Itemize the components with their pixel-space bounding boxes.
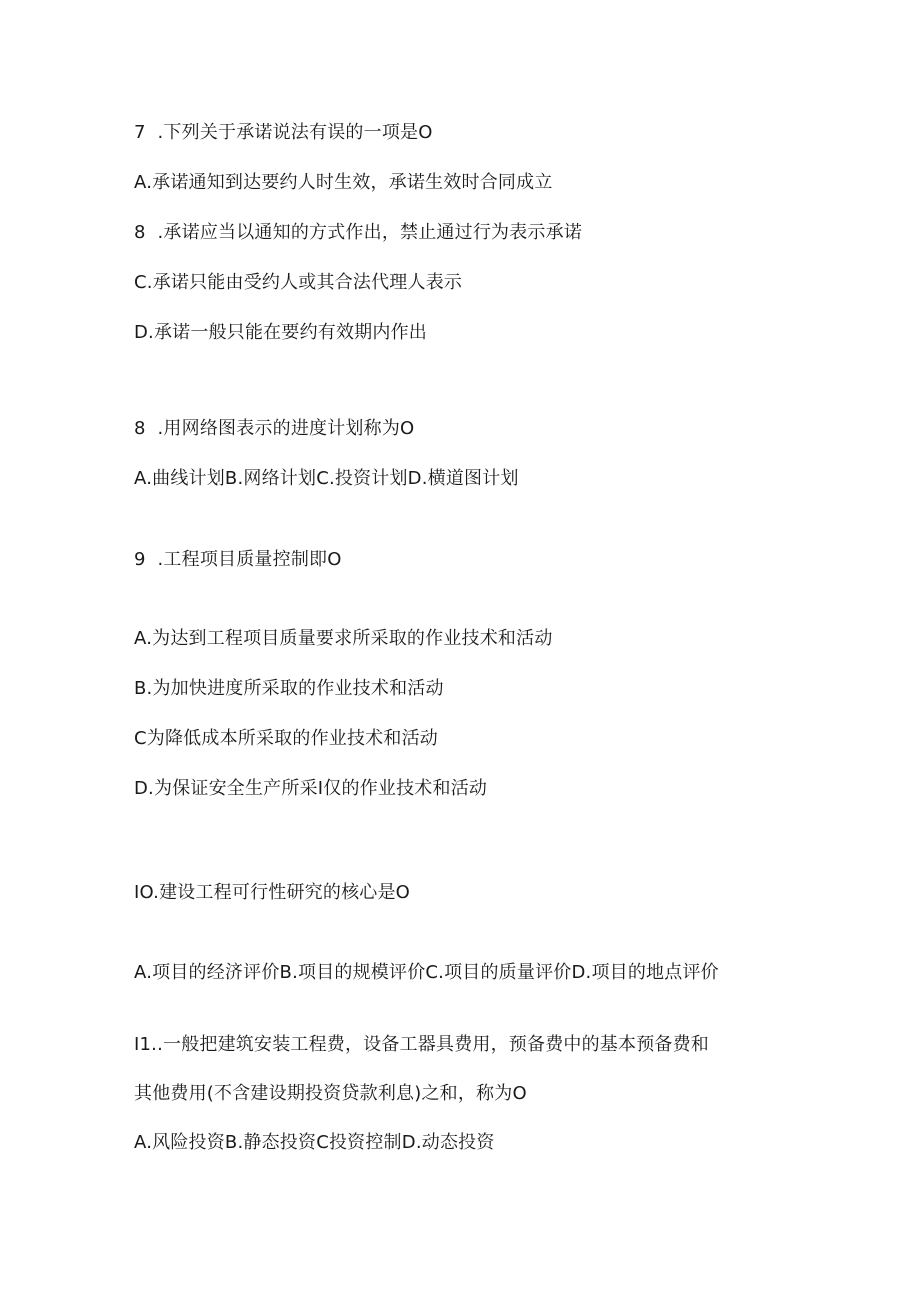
question-9-option-c: C为降低成本所采取的作业技术和活动 bbox=[134, 728, 438, 749]
question-9-option-a: A.为达到工程项目质量要求所采取的作业技术和活动 bbox=[134, 628, 553, 649]
question-11-stem-line-2: 其他费用(不含建设期投资贷款利息)之和，称为O bbox=[134, 1083, 527, 1104]
question-11-stem-line-1: I1..一般把建筑安装工程费，设备工器具费用，预备费中的基本预备费和 bbox=[134, 1034, 710, 1055]
question-11-options: A.风险投资B.静态投资C投资控制D.动态投资 bbox=[134, 1132, 495, 1153]
question-7-option-c: C.承诺只能由受约人或其合法代理人表示 bbox=[134, 272, 463, 293]
question-9-option-d: D.为保证安全生产所采I仅的作业技术和活动 bbox=[134, 778, 488, 799]
question-9-stem: 9 .工程项目质量控制即O bbox=[134, 549, 342, 570]
question-9-option-b: B.为加快进度所采取的作业技术和活动 bbox=[134, 678, 444, 699]
question-7-option-a: A.承诺通知到达要约人时生效，承诺生效时合同成立 bbox=[134, 172, 553, 193]
question-8-options: A.曲线计划B.网络计划C.投资计划D.横道图计划 bbox=[134, 468, 519, 489]
question-7-stem: 7 .下列关于承诺说法有误的一项是O bbox=[134, 122, 433, 143]
question-10-stem: IO.建设工程可行性研究的核心是O bbox=[134, 882, 411, 903]
question-10-options: A.项目的经济评价B.项目的规模评价C.项目的质量评价D.项目的地点评价 bbox=[134, 962, 719, 983]
question-7-option-b: 8 .承诺应当以通知的方式作出，禁止通过行为表示承诺 bbox=[134, 222, 583, 243]
question-8-stem: 8 .用网络图表示的进度计划称为O bbox=[134, 418, 415, 439]
question-7-option-d: D.承诺一般只能在要约有效期内作出 bbox=[134, 322, 427, 343]
